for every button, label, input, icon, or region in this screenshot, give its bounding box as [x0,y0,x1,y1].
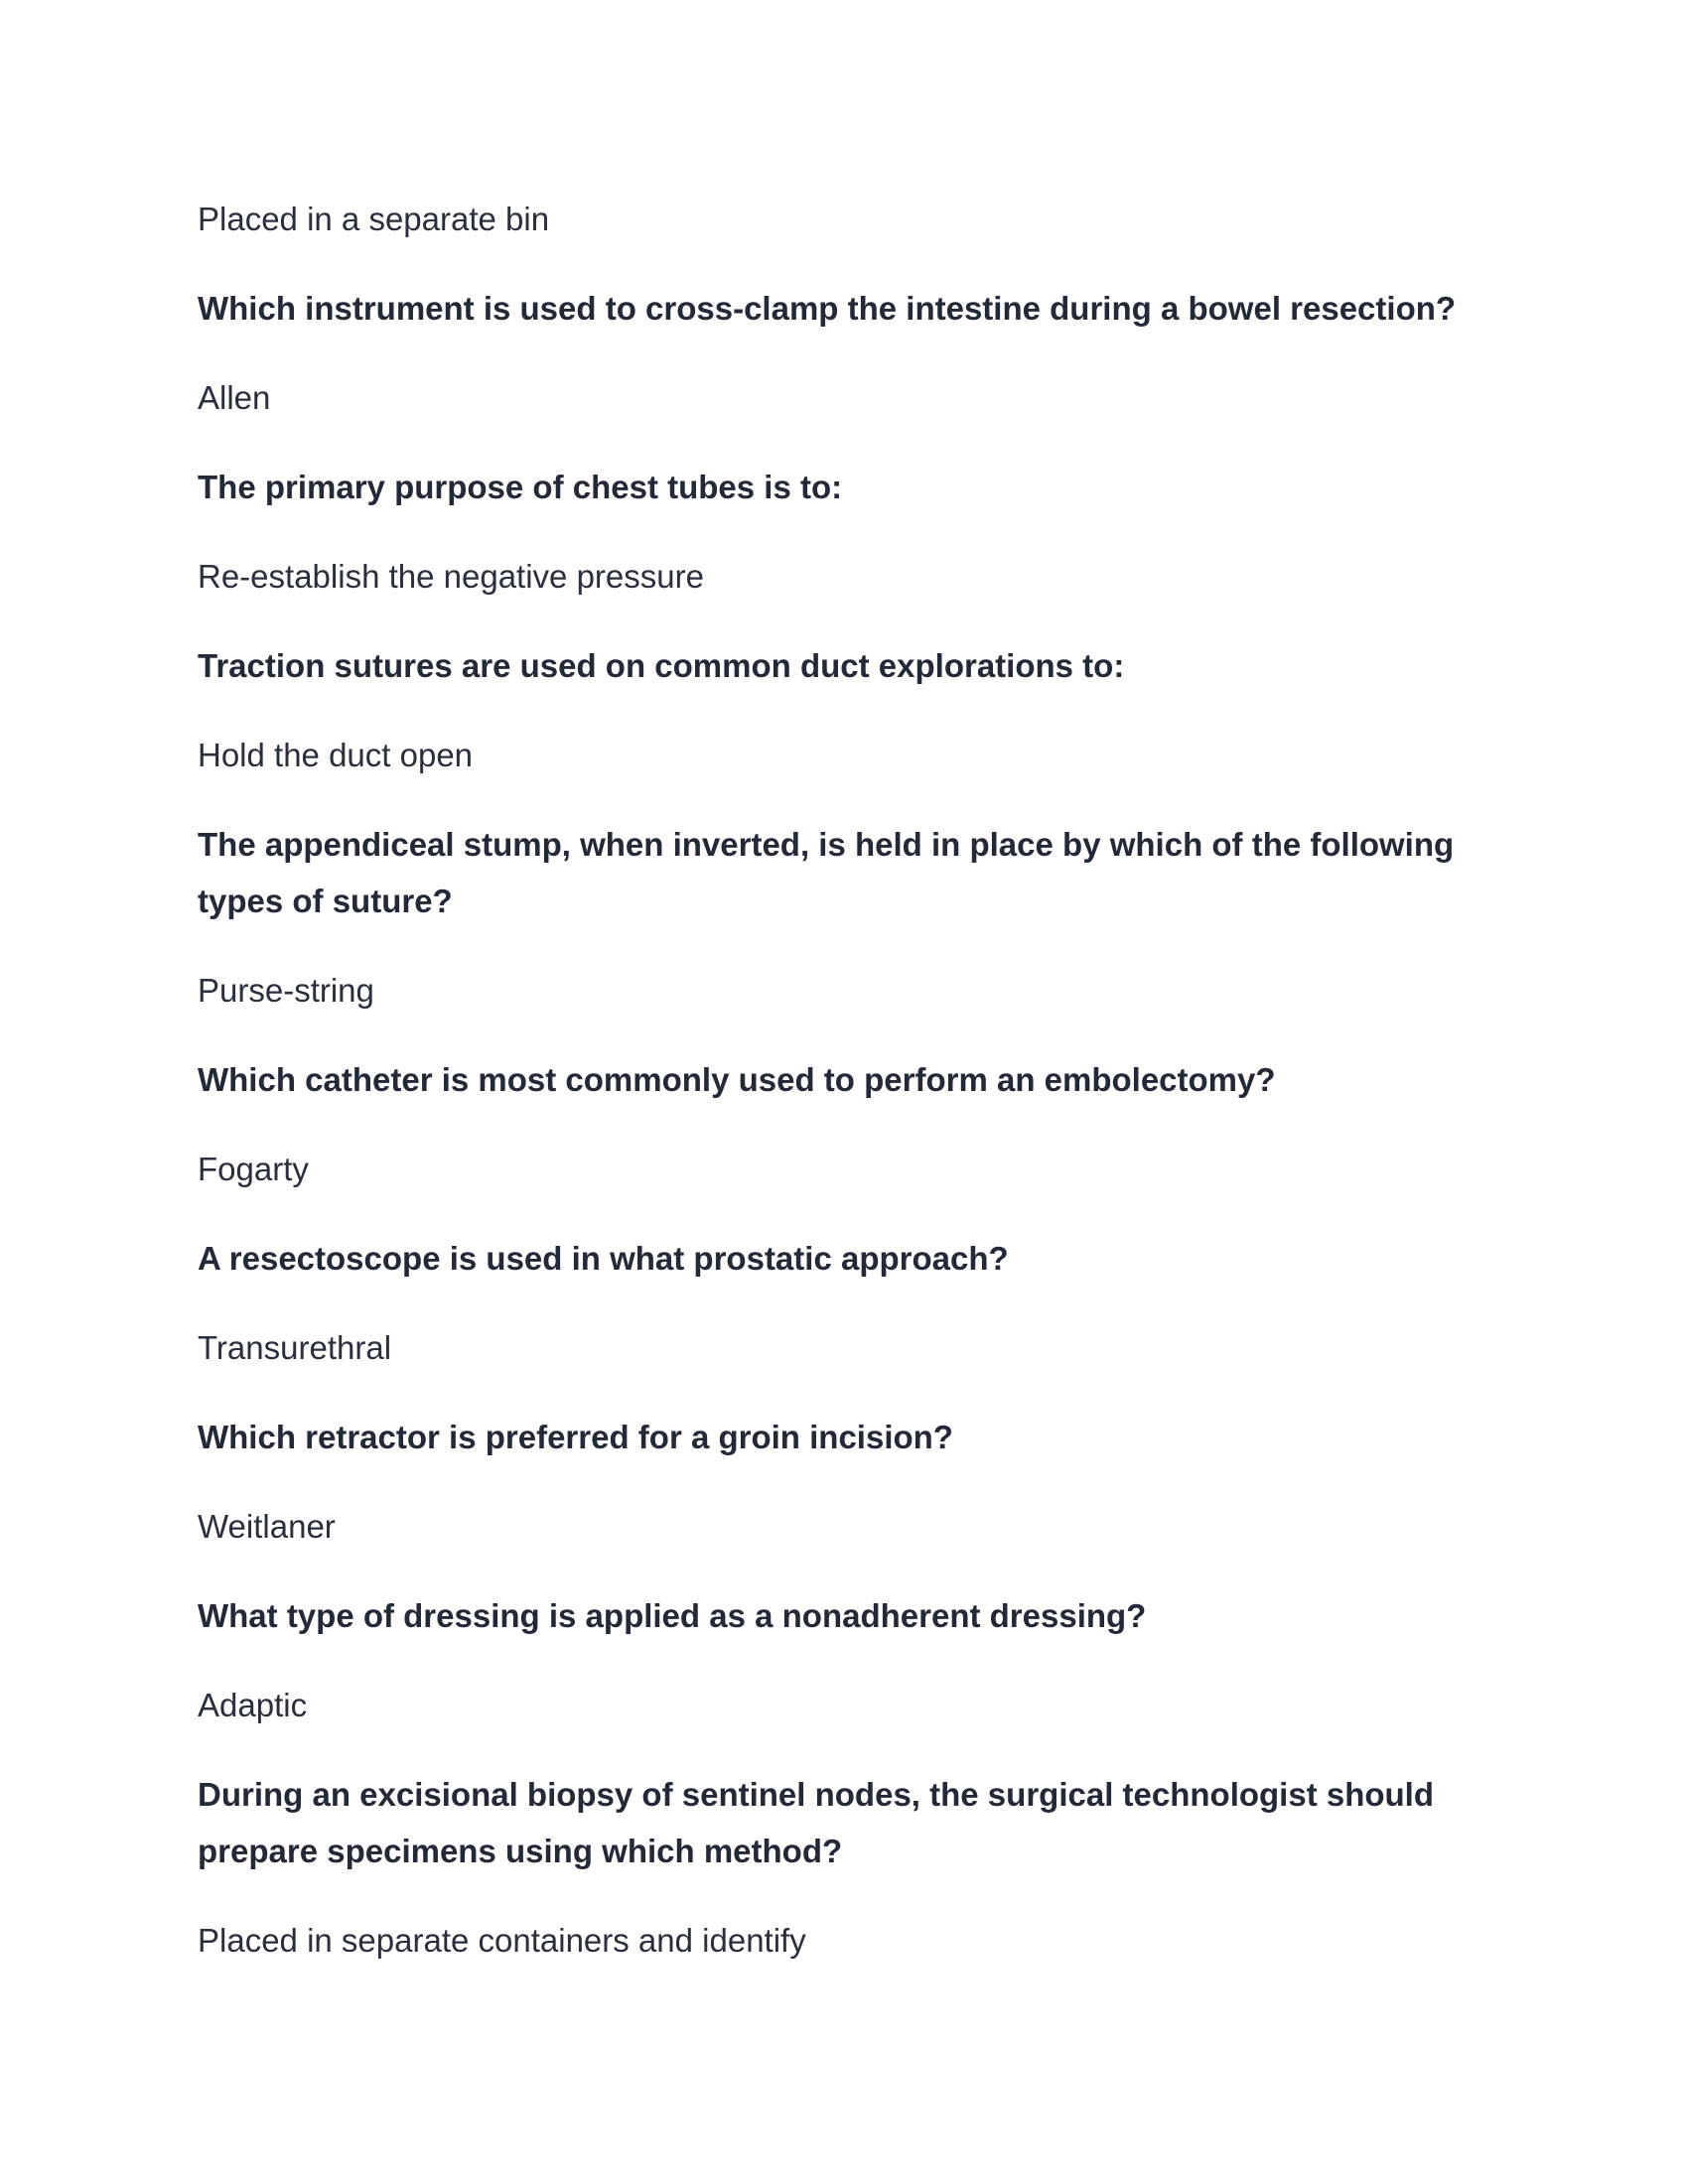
answer-text: Fogarty [198,1151,309,1187]
question-text: Which instrument is used to cross-clamp the intestine during a bowel resection? [198,290,1457,327]
question-text: During an excisional biopsy of sentinel nodes, the surgical technologist should prepare specimens using which method? [198,1776,1435,1869]
answer-text: Purse-string [198,972,374,1009]
answer-text: Placed in a separate bin [198,201,550,237]
answer-text: Weitlaner [198,1508,336,1545]
answer-text: Adaptic [198,1687,308,1723]
answer-text: Allen [198,379,271,416]
answer-text: Hold the duct open [198,737,474,773]
question-text: The appendiceal stump, when inverted, is held in place by which of the following types of suture? [198,826,1455,919]
answer-text: Re-establish the negative pressure [198,558,704,595]
question-text: What type of dressing is applied as a nonadherent dressing? [198,1597,1147,1634]
question-text: A resectoscope is used in what prostatic approach? [198,1240,1009,1277]
answer-text: Placed in separate containers and identify [198,1922,806,1959]
question-text: Which retractor is preferred for a groin incision? [198,1419,953,1455]
answer-text: Transurethral [198,1329,392,1366]
question-text: Which catheter is most commonly used to perform an embolectomy? [198,1061,1276,1098]
question-text: The primary purpose of chest tubes is to: [198,469,843,505]
document-page [198,191,1488,2001]
question-text: Traction sutures are used on common duct explorations to: [198,647,1125,684]
